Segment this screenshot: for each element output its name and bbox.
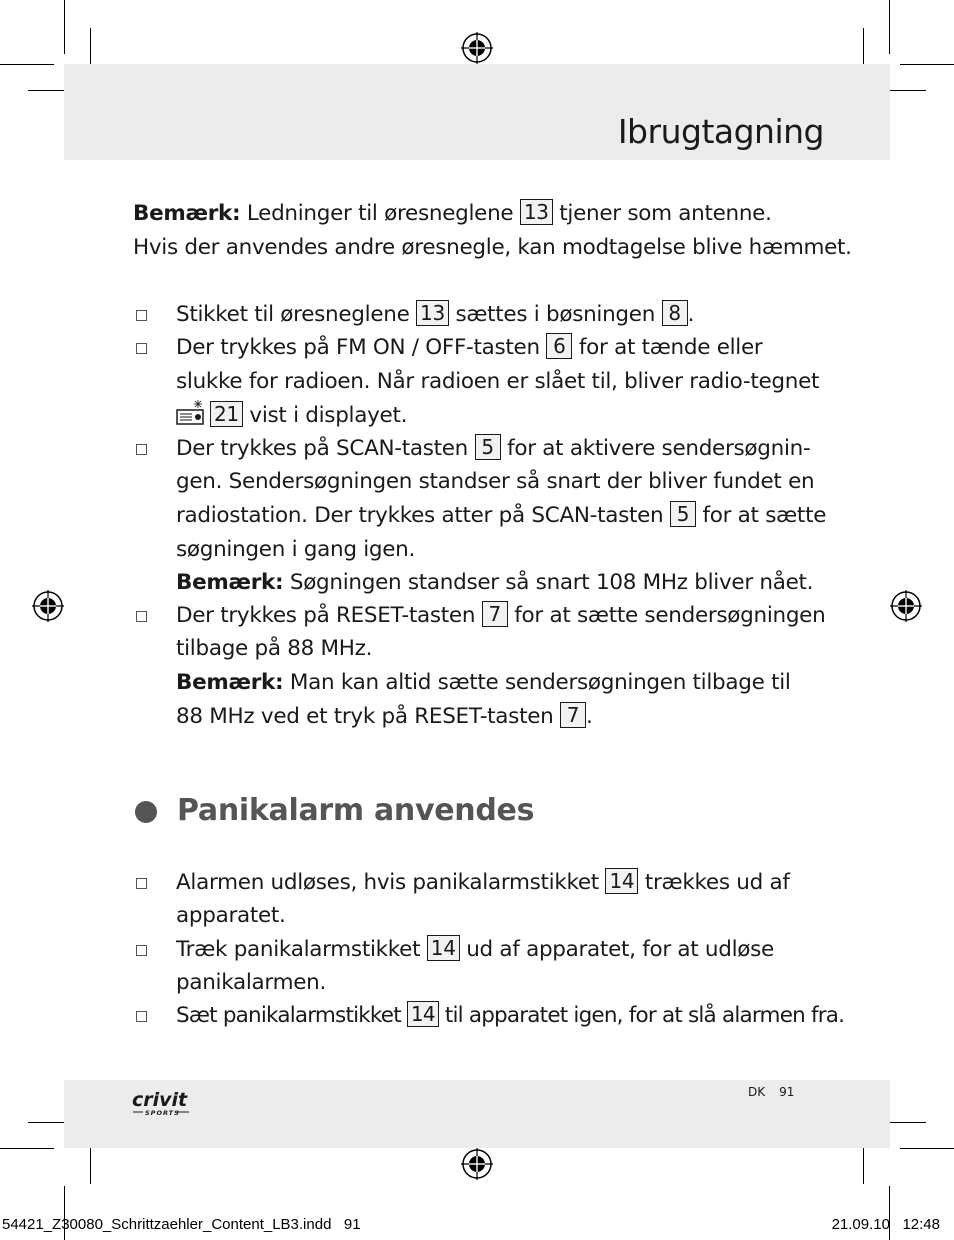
step-text: ud af apparatet, for at udløse xyxy=(466,937,774,962)
step-text: for at tænde eller xyxy=(578,335,763,360)
list-item-text xyxy=(176,866,790,900)
section-bullet-icon xyxy=(135,801,157,823)
note-label: Bemærk: xyxy=(176,670,284,695)
note-text: Søgningen standser så snart 108 MHz bliver nået. xyxy=(289,570,814,595)
list-item-text xyxy=(176,331,762,365)
part-ref: 21 xyxy=(210,401,243,427)
registration-mark-icon xyxy=(32,590,64,622)
note-text: Man kan altid sætte sendersøgningen tilbage til xyxy=(289,670,791,695)
step-text: for at aktivere sendersøgnin- xyxy=(507,436,811,461)
page-folio xyxy=(748,1085,794,1099)
step-text-continued xyxy=(176,700,593,734)
list-item-text xyxy=(176,432,810,466)
intro-note-line-2: Hvis der anvendes andre øresnegle, kan modtagelse blive hæmmet. xyxy=(133,235,852,260)
list-item-text xyxy=(176,933,774,967)
step-text-continued: panikalarmen. xyxy=(176,970,327,995)
step-text: . xyxy=(586,704,593,729)
note-text: Ledninger til øresneglene xyxy=(246,201,514,226)
slug-file-info: 54421_Z30080_Schrittzaehler_Content_LB3.indd 91 xyxy=(2,1216,361,1233)
step-text-continued xyxy=(176,398,407,433)
crop-mark xyxy=(64,0,65,54)
step-text: 88 MHz ved et tryk på RESET-tasten xyxy=(176,704,554,729)
crop-mark xyxy=(0,64,54,65)
step-text: Der trykkes på FM ON / OFF-tasten xyxy=(176,335,540,360)
checkbox-bullet-icon xyxy=(136,878,147,889)
step-text: radiostation. Der trykkes atter på SCAN-tasten xyxy=(176,503,664,528)
step-text: for at sætte sendersøgningen xyxy=(514,603,826,628)
step-text: Der trykkes på RESET-tasten xyxy=(176,603,476,628)
step-text: for at sætte xyxy=(702,503,827,528)
svg-text:crivit: crivit xyxy=(132,1089,188,1111)
note-text: tjener som antenne. xyxy=(559,201,772,226)
checkbox-bullet-icon xyxy=(136,343,147,354)
step-text-continued: søgningen i gang igen. xyxy=(176,537,416,562)
registration-mark-icon xyxy=(461,1148,493,1180)
part-ref: 13 xyxy=(416,300,449,326)
registration-mark-icon xyxy=(461,32,493,64)
part-ref: 13 xyxy=(520,199,553,225)
part-ref: 7 xyxy=(482,601,508,627)
checkbox-bullet-icon xyxy=(136,611,147,622)
part-ref: 14 xyxy=(605,868,638,894)
crivit-sports-logo xyxy=(131,1086,195,1118)
section-title: Panikalarm anvendes xyxy=(177,793,535,828)
step-text: Der trykkes på SCAN-tasten xyxy=(176,436,469,461)
step-text-continued: tilbage på 88 MHz. xyxy=(176,636,373,661)
step-text-continued: apparatet. xyxy=(176,903,286,928)
step-text: til apparatet igen, for at slå alarmen fra. xyxy=(444,1003,845,1028)
crop-mark xyxy=(0,1148,54,1149)
step-text: Stikket til øresneglene xyxy=(176,302,410,327)
crop-mark xyxy=(889,0,890,54)
crop-mark xyxy=(900,1148,954,1149)
part-ref: 14 xyxy=(427,935,460,961)
step-text: trækkes ud af xyxy=(644,870,790,895)
page-title: Ibrugtagning xyxy=(617,112,824,151)
part-ref: 6 xyxy=(546,333,572,359)
slug-date-info: 21.09.10 12:48 xyxy=(831,1216,940,1233)
part-ref: 5 xyxy=(475,434,501,460)
checkbox-bullet-icon xyxy=(136,444,147,455)
step-text-continued xyxy=(176,499,826,533)
part-ref: 8 xyxy=(662,300,688,326)
step-text: Træk panikalarmstikket xyxy=(176,937,421,962)
radio-icon xyxy=(176,398,204,426)
step-note xyxy=(176,666,791,700)
intro-note-line-1 xyxy=(133,197,772,231)
step-text: Alarmen udløses, hvis panikalarmstikket xyxy=(176,870,599,895)
step-text: . xyxy=(687,302,695,327)
page-number: 91 xyxy=(779,1085,795,1099)
checkbox-bullet-icon xyxy=(136,945,147,956)
step-text: Sæt panikalarmstikket xyxy=(176,1003,401,1028)
checkbox-bullet-icon xyxy=(136,310,147,321)
svg-text:SPORTS: SPORTS xyxy=(145,1109,180,1117)
checkbox-bullet-icon xyxy=(136,1011,147,1022)
part-ref: 5 xyxy=(670,501,696,527)
step-text-continued: gen. Sendersøgningen standser så snart der bliver fundet en xyxy=(176,469,815,494)
note-label: Bemærk: xyxy=(176,570,284,595)
note-label: Bemærk: xyxy=(133,201,241,226)
list-item-text xyxy=(176,999,844,1033)
crop-mark xyxy=(900,64,954,65)
step-text: sættes i bøsningen xyxy=(455,302,656,327)
list-item-text xyxy=(176,599,825,633)
list-item-text xyxy=(176,298,694,332)
step-text: vist i displayet. xyxy=(249,403,408,428)
step-text-continued: slukke for radioen. Når radioen er slået til, bliver radio-tegnet xyxy=(176,369,820,394)
part-ref: 14 xyxy=(407,1001,439,1027)
language-code: DK xyxy=(748,1085,766,1099)
step-note xyxy=(176,566,813,600)
part-ref: 7 xyxy=(560,702,586,728)
registration-mark-icon xyxy=(890,590,922,622)
